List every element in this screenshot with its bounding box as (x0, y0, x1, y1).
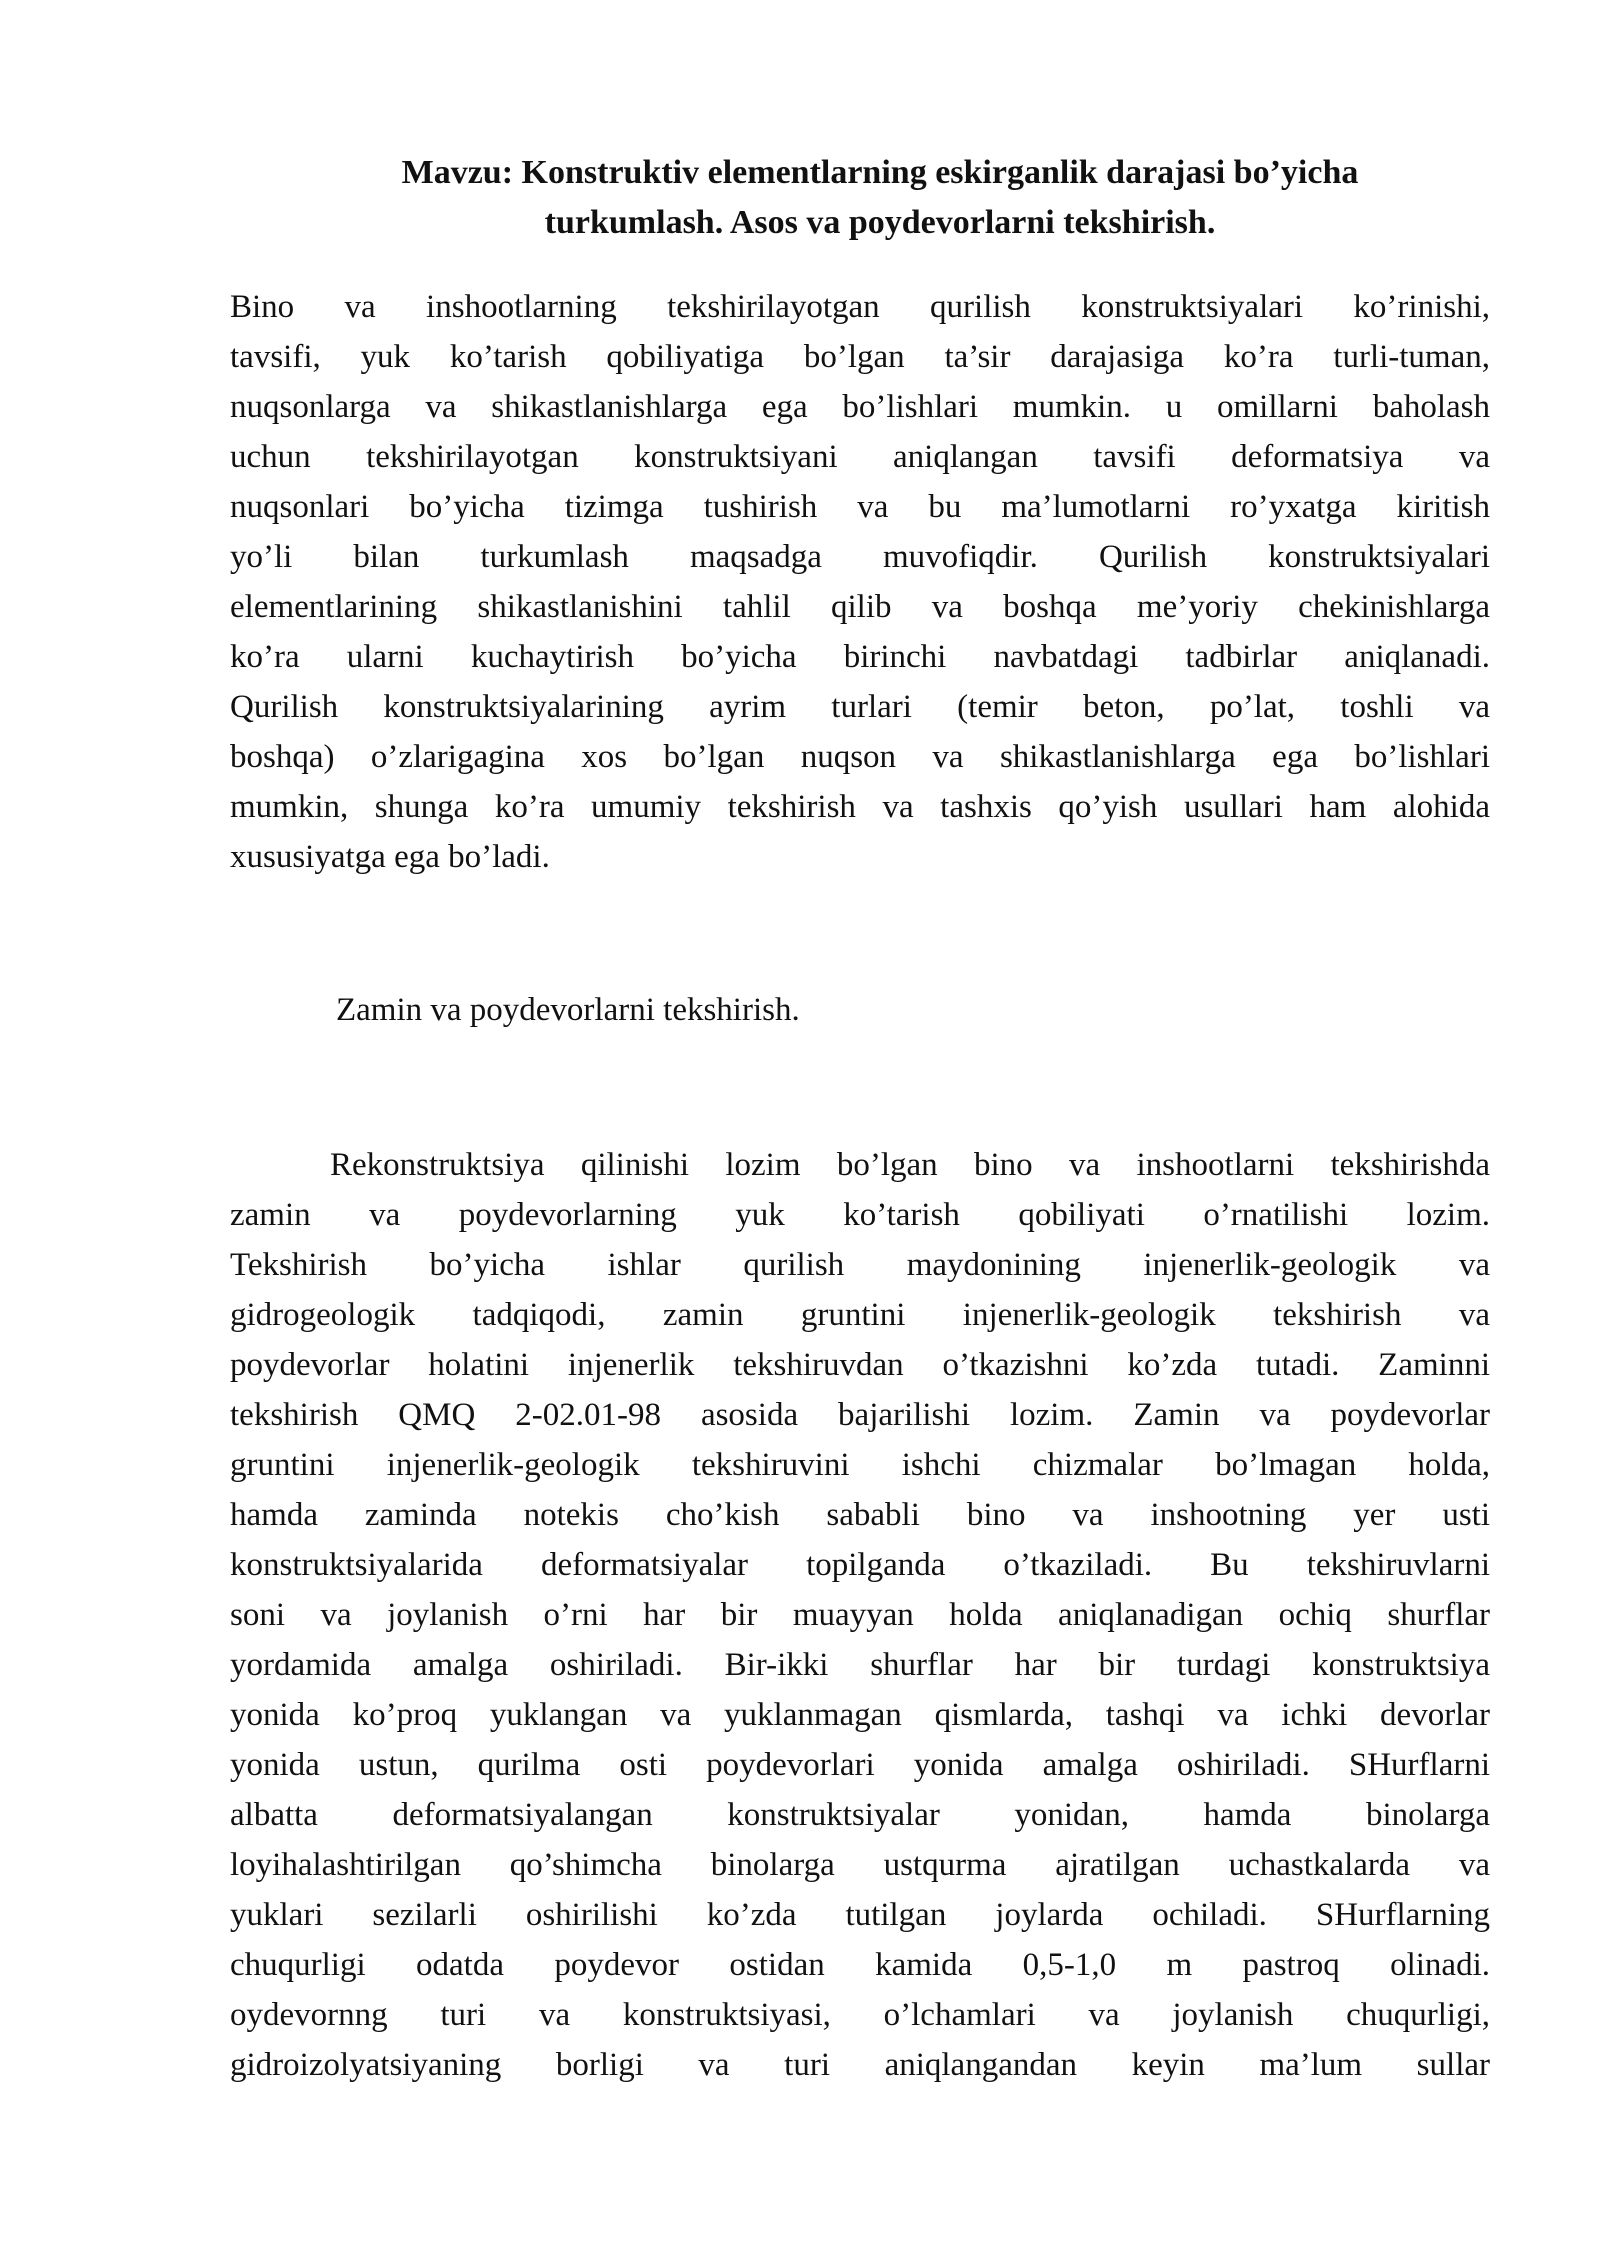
paragraph-line: gidroizolyatsiyaning borligi va turi aniqlangandan keyin ma’lum sullar (230, 2047, 1490, 2083)
paragraph-line: nuqsonlari bo’yicha tizimga tushirish va bu ma’lumotlarni ro’yxatga kiritish (230, 489, 1490, 525)
paragraph-line: xususiyatga ega bo’ladi. (230, 839, 550, 875)
paragraph-line: yuklari sezilarli oshirilishi ko’zda tutilgan joylarda ochiladi. SHurflarning (230, 1897, 1490, 1933)
document-title (230, 148, 1530, 248)
paragraph-line: yordamida amalga oshiriladi. Bir-ikki shurflar har bir turdagi konstruktsiya (230, 1647, 1490, 1683)
paragraph-line: yonida ko’proq yuklangan va yuklanmagan qismlarda, tashqi va ichki devorlar (230, 1697, 1490, 1733)
section-heading: Zamin va poydevorlarni tekshirish. (336, 992, 800, 1028)
paragraph-line: chuqurligi odatda poydevor ostidan kamida 0,5-1,0 m pastroq olinadi. (230, 1947, 1490, 1983)
paragraph-line: gruntini injenerlik-geologik tekshiruvini ishchi chizmalar bo’lmagan holda, (230, 1447, 1490, 1483)
paragraph-line: uchun tekshirilayotgan konstruktsiyani aniqlangan tavsifi deformatsiya va (230, 439, 1490, 475)
paragraph-line: soni va joylanish o’rni har bir muayyan holda aniqlanadigan ochiq shurflar (230, 1597, 1490, 1633)
paragraph-line: loyihalashtirilgan qo’shimcha binolarga ustqurma ajratilgan uchastkalarda va (230, 1847, 1490, 1883)
paragraph-line: oydevornng turi va konstruktsiyasi, o’lchamlari va joylanish chuqurligi, (230, 1997, 1490, 2033)
paragraph-line: mumkin, shunga ko’ra umumiy tekshirish va tashxis qo’yish usullari ham alohida (230, 789, 1490, 825)
intro-paragraph (230, 282, 1490, 882)
title-line-2: turkumlash. Asos va poydevorlarni tekshirish. (544, 204, 1216, 241)
title-line-1: Mavzu: Konstruktiv elementlarning eskirganlik darajasi bo’yicha (401, 154, 1359, 191)
body-paragraph (230, 1140, 1490, 2090)
paragraph-line: albatta deformatsiyalangan konstruktsiyalar yonidan, hamda binolarga (230, 1797, 1490, 1833)
paragraph-line: Qurilish konstruktsiyalarining ayrim turlari (temir beton, po’lat, toshli va (230, 689, 1490, 725)
paragraph-line: poydevorlar holatini injenerlik tekshiruvdan o’tkazishni ko’zda tutadi. Zaminni (230, 1347, 1490, 1383)
paragraph-line: Tekshirish bo’yicha ishlar qurilish maydonining injenerlik-geologik va (230, 1247, 1490, 1283)
paragraph-line: hamda zaminda notekis cho’kish sababli bino va inshootning yer usti (230, 1497, 1490, 1533)
paragraph-line: zamin va poydevorlarning yuk ko’tarish qobiliyati o’rnatilishi lozim. (230, 1197, 1490, 1233)
paragraph-line: ko’ra ularni kuchaytirish bo’yicha birinchi navbatdagi tadbirlar aniqlanadi. (230, 639, 1490, 675)
paragraph-line: Bino va inshootlarning tekshirilayotgan qurilish konstruktsiyalari ko’rinishi, (230, 289, 1490, 325)
paragraph-line: yo’li bilan turkumlash maqsadga muvofiqdir. Qurilish konstruktsiyalari (230, 539, 1490, 575)
paragraph-line: boshqa) o’zlarigagina xos bo’lgan nuqson va shikastlanishlarga ega bo’lishlari (230, 739, 1490, 775)
paragraph-line: nuqsonlarga va shikastlanishlarga ega bo’lishlari mumkin. u omillarni baholash (230, 389, 1490, 425)
paragraph-line: gidrogeologik tadqiqodi, zamin gruntini injenerlik-geologik tekshirish va (230, 1297, 1490, 1333)
paragraph-line: elementlarining shikastlanishini tahlil qilib va boshqa me’yoriy chekinishlarga (230, 589, 1490, 625)
paragraph-line: tavsifi, yuk ko’tarish qobiliyatiga bo’lgan ta’sir darajasiga ko’ra turli-tuman, (230, 339, 1490, 375)
paragraph-line: tekshirish QMQ 2-02.01-98 asosida bajarilishi lozim. Zamin va poydevorlar (230, 1397, 1490, 1433)
paragraph-line: Rekonstruktsiya qilinishi lozim bo’lgan bino va inshootlarni tekshirishda (330, 1147, 1490, 1183)
paragraph-line: konstruktsiyalarida deformatsiyalar topilganda o’tkaziladi. Bu tekshiruvlarni (230, 1547, 1490, 1583)
paragraph-line: yonida ustun, qurilma osti poydevorlari yonida amalga oshiriladi. SHurflarni (230, 1747, 1490, 1783)
